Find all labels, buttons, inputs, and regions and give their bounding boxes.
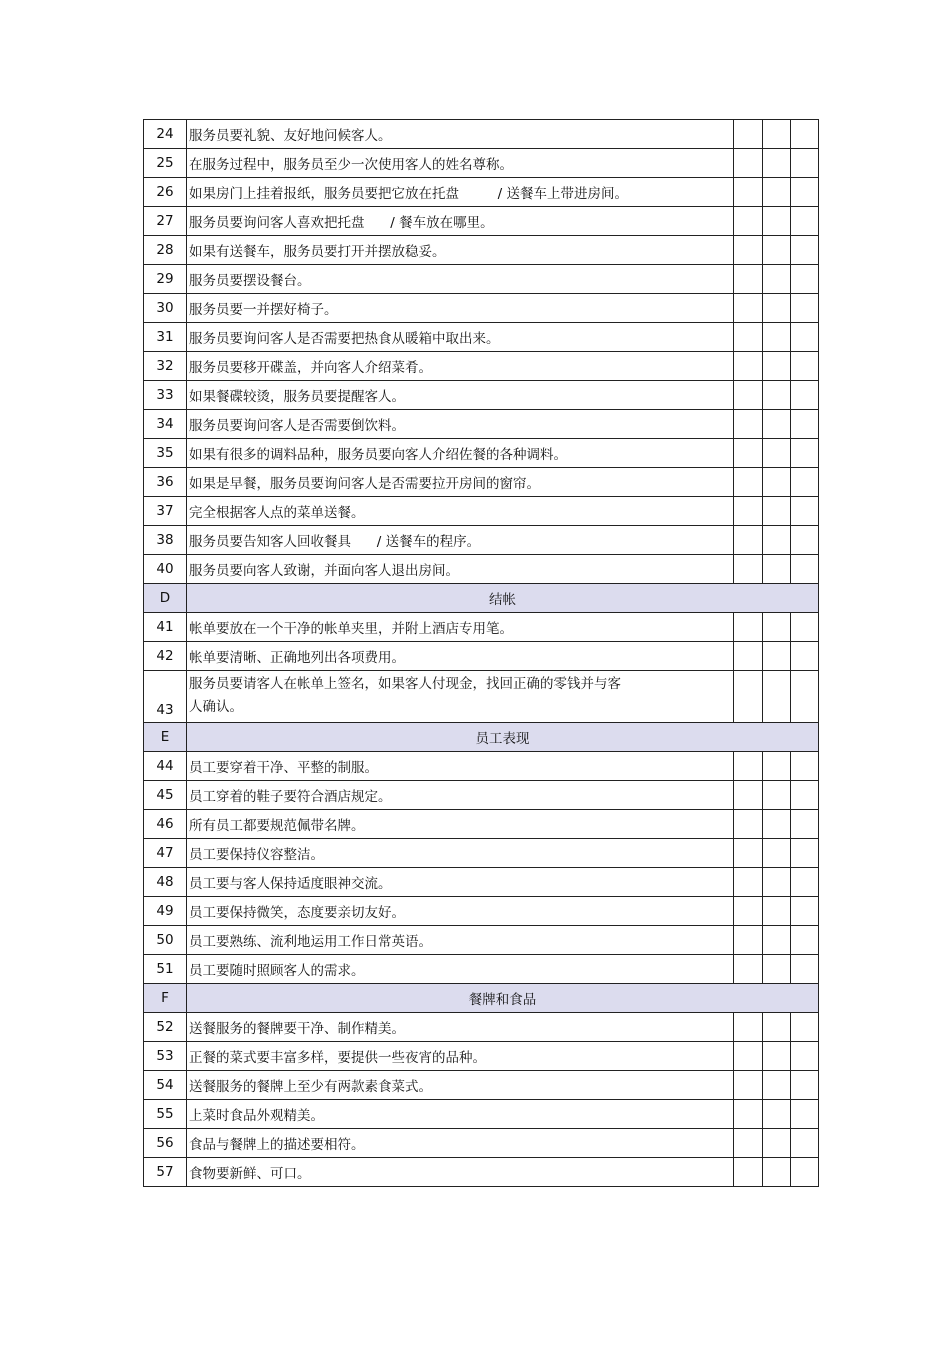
check-cell-3[interactable] xyxy=(791,1129,819,1158)
check-cell-2[interactable] xyxy=(763,265,791,294)
check-cell-2[interactable] xyxy=(763,1042,791,1071)
item-number: 36 xyxy=(144,468,187,497)
item-number: 56 xyxy=(144,1129,187,1158)
table-row xyxy=(144,810,819,839)
item-text: 员工要熟练、流利地运用工作日常英语。 xyxy=(187,926,734,955)
check-cell-1[interactable] xyxy=(734,178,763,207)
item-number: 37 xyxy=(144,497,187,526)
table-row xyxy=(144,1158,819,1187)
item-number: 25 xyxy=(144,149,187,178)
check-cell-1[interactable] xyxy=(734,1100,763,1129)
item-number: 34 xyxy=(144,410,187,439)
item-text: 服务员要询问客人是否需要倒饮料。 xyxy=(187,410,734,439)
item-number: 29 xyxy=(144,265,187,294)
check-cell-1[interactable] xyxy=(734,410,763,439)
section-letter: D xyxy=(144,584,187,613)
item-text: 服务员要摆设餐台。 xyxy=(187,265,734,294)
check-cell-3[interactable] xyxy=(791,236,819,265)
check-cell-3[interactable] xyxy=(791,352,819,381)
table-row xyxy=(144,1100,819,1129)
check-cell-2[interactable] xyxy=(763,752,791,781)
check-cell-1[interactable] xyxy=(734,439,763,468)
check-cell-2[interactable] xyxy=(763,810,791,839)
table-row xyxy=(144,207,819,236)
check-cell-2[interactable] xyxy=(763,410,791,439)
item-text: 正餐的菜式要丰富多样，要提供一些夜宵的品种。 xyxy=(187,1042,734,1071)
item-number: 53 xyxy=(144,1042,187,1071)
check-cell-3[interactable] xyxy=(791,613,819,642)
check-cell-1[interactable] xyxy=(734,236,763,265)
item-text: 完全根据客人点的菜单送餐。 xyxy=(187,497,734,526)
item-number: 45 xyxy=(144,781,187,810)
item-text: 如果餐碟较烫，服务员要提醒客人。 xyxy=(187,381,734,410)
check-cell-2[interactable] xyxy=(763,1013,791,1042)
section-letter: F xyxy=(144,984,187,1013)
table-row xyxy=(144,468,819,497)
item-number: 43 xyxy=(144,671,187,723)
check-cell-3[interactable] xyxy=(791,381,819,410)
section-title: 结帐 xyxy=(187,584,819,613)
check-cell-1[interactable] xyxy=(734,1129,763,1158)
item-text: 服务员要询问客人喜欢把托盘 / 餐车放在哪里。 xyxy=(187,207,734,236)
check-cell-3[interactable] xyxy=(791,526,819,555)
check-cell-1[interactable] xyxy=(734,781,763,810)
check-cell-3[interactable] xyxy=(791,642,819,671)
check-cell-3[interactable] xyxy=(791,265,819,294)
item-number: 26 xyxy=(144,178,187,207)
table-row xyxy=(144,926,819,955)
check-cell-3[interactable] xyxy=(791,468,819,497)
check-cell-2[interactable] xyxy=(763,236,791,265)
check-cell-1[interactable] xyxy=(734,1158,763,1187)
check-cell-1[interactable] xyxy=(734,323,763,352)
check-cell-1[interactable] xyxy=(734,1071,763,1100)
check-cell-2[interactable] xyxy=(763,526,791,555)
check-cell-2[interactable] xyxy=(763,955,791,984)
check-cell-2[interactable] xyxy=(763,352,791,381)
check-cell-3[interactable] xyxy=(791,810,819,839)
check-cell-1[interactable] xyxy=(734,1013,763,1042)
item-text: 帐单要清晰、正确地列出各项费用。 xyxy=(187,642,734,671)
check-cell-1[interactable] xyxy=(734,810,763,839)
check-cell-2[interactable] xyxy=(763,781,791,810)
check-cell-1[interactable] xyxy=(734,642,763,671)
table-row xyxy=(144,323,819,352)
item-number: 47 xyxy=(144,839,187,868)
item-number: 50 xyxy=(144,926,187,955)
table-row xyxy=(144,294,819,323)
check-cell-3[interactable] xyxy=(791,1042,819,1071)
check-cell-3[interactable] xyxy=(791,178,819,207)
table-row xyxy=(144,178,819,207)
table-row xyxy=(144,410,819,439)
table-row xyxy=(144,265,819,294)
table-row xyxy=(144,671,819,723)
checklist-rows xyxy=(144,120,819,1187)
item-number: 32 xyxy=(144,352,187,381)
item-number: 27 xyxy=(144,207,187,236)
table-row xyxy=(144,1071,819,1100)
check-cell-2[interactable] xyxy=(763,555,791,584)
check-cell-3[interactable] xyxy=(791,410,819,439)
check-cell-1[interactable] xyxy=(734,926,763,955)
item-text: 如果房门上挂着报纸，服务员要把它放在托盘 / 送餐车上带进房间。 xyxy=(187,178,734,207)
check-cell-1[interactable] xyxy=(734,555,763,584)
table-row xyxy=(144,497,819,526)
item-text: 上菜时食品外观精美。 xyxy=(187,1100,734,1129)
table-row xyxy=(144,120,819,149)
item-text: 如果是早餐，服务员要询问客人是否需要拉开房间的窗帘。 xyxy=(187,468,734,497)
item-number: 31 xyxy=(144,323,187,352)
table-row xyxy=(144,642,819,671)
item-text: 服务员要告知客人回收餐具 / 送餐车的程序。 xyxy=(187,526,734,555)
check-cell-1[interactable] xyxy=(734,207,763,236)
check-cell-2[interactable] xyxy=(763,1158,791,1187)
check-cell-1[interactable] xyxy=(734,294,763,323)
item-text: 员工要保持微笑，态度要亲切友好。 xyxy=(187,897,734,926)
check-cell-3[interactable] xyxy=(791,926,819,955)
item-number: 48 xyxy=(144,868,187,897)
item-number: 41 xyxy=(144,613,187,642)
item-text: 食物要新鲜、可口。 xyxy=(187,1158,734,1187)
item-number: 33 xyxy=(144,381,187,410)
check-cell-2[interactable] xyxy=(763,1129,791,1158)
section-header-row xyxy=(144,584,819,613)
item-text: 食品与餐牌上的描述要相符。 xyxy=(187,1129,734,1158)
check-cell-2[interactable] xyxy=(763,381,791,410)
check-cell-1[interactable] xyxy=(734,526,763,555)
check-cell-3[interactable] xyxy=(791,868,819,897)
item-number: 40 xyxy=(144,555,187,584)
table-row xyxy=(144,381,819,410)
item-text: 员工要与客人保持适度眼神交流。 xyxy=(187,868,734,897)
check-cell-2[interactable] xyxy=(763,671,791,723)
check-cell-3[interactable] xyxy=(791,323,819,352)
table-row xyxy=(144,839,819,868)
check-cell-3[interactable] xyxy=(791,207,819,236)
check-cell-3[interactable] xyxy=(791,955,819,984)
item-text: 如果有很多的调料品种，服务员要向客人介绍佐餐的各种调料。 xyxy=(187,439,734,468)
item-text: 服务员要移开碟盖，并向客人介绍菜肴。 xyxy=(187,352,734,381)
check-cell-2[interactable] xyxy=(763,868,791,897)
item-number: 55 xyxy=(144,1100,187,1129)
table-row xyxy=(144,236,819,265)
table-row xyxy=(144,1042,819,1071)
check-cell-3[interactable] xyxy=(791,497,819,526)
item-number: 24 xyxy=(144,120,187,149)
check-cell-1[interactable] xyxy=(734,897,763,926)
table-row xyxy=(144,352,819,381)
item-number: 46 xyxy=(144,810,187,839)
checklist-table xyxy=(143,119,819,1187)
check-cell-3[interactable] xyxy=(791,1071,819,1100)
item-text: 员工要随时照顾客人的需求。 xyxy=(187,955,734,984)
table-row xyxy=(144,613,819,642)
item-text: 服务员要一并摆好椅子。 xyxy=(187,294,734,323)
check-cell-2[interactable] xyxy=(763,497,791,526)
section-header-row xyxy=(144,723,819,752)
table-row xyxy=(144,1013,819,1042)
table-row xyxy=(144,955,819,984)
item-number: 49 xyxy=(144,897,187,926)
item-text: 如果有送餐车，服务员要打开并摆放稳妥。 xyxy=(187,236,734,265)
check-cell-3[interactable] xyxy=(791,120,819,149)
check-cell-2[interactable] xyxy=(763,926,791,955)
table-row xyxy=(144,781,819,810)
check-cell-1[interactable] xyxy=(734,265,763,294)
check-cell-3[interactable] xyxy=(791,294,819,323)
item-text: 服务员要请客人在帐单上签名，如果客人付现金，找回正确的零钱并与客 人确认。 xyxy=(187,671,734,723)
check-cell-2[interactable] xyxy=(763,1100,791,1129)
check-cell-3[interactable] xyxy=(791,897,819,926)
check-cell-3[interactable] xyxy=(791,839,819,868)
item-number: 38 xyxy=(144,526,187,555)
check-cell-3[interactable] xyxy=(791,149,819,178)
check-cell-1[interactable] xyxy=(734,955,763,984)
item-number: 35 xyxy=(144,439,187,468)
check-cell-3[interactable] xyxy=(791,1158,819,1187)
table-row xyxy=(144,526,819,555)
check-cell-2[interactable] xyxy=(763,439,791,468)
item-text: 服务员要询问客人是否需要把热食从暖箱中取出来。 xyxy=(187,323,734,352)
item-number: 42 xyxy=(144,642,187,671)
check-cell-2[interactable] xyxy=(763,149,791,178)
item-text: 帐单要放在一个干净的帐单夹里，并附上酒店专用笔。 xyxy=(187,613,734,642)
check-cell-2[interactable] xyxy=(763,207,791,236)
item-number: 28 xyxy=(144,236,187,265)
check-cell-1[interactable] xyxy=(734,868,763,897)
table-row xyxy=(144,555,819,584)
check-cell-1[interactable] xyxy=(734,1042,763,1071)
check-cell-2[interactable] xyxy=(763,613,791,642)
item-number: 30 xyxy=(144,294,187,323)
check-cell-1[interactable] xyxy=(734,468,763,497)
check-cell-2[interactable] xyxy=(763,178,791,207)
check-cell-2[interactable] xyxy=(763,323,791,352)
table-row xyxy=(144,1129,819,1158)
check-cell-2[interactable] xyxy=(763,642,791,671)
check-cell-1[interactable] xyxy=(734,120,763,149)
check-cell-3[interactable] xyxy=(791,781,819,810)
check-cell-1[interactable] xyxy=(734,352,763,381)
check-cell-3[interactable] xyxy=(791,1100,819,1129)
item-number: 52 xyxy=(144,1013,187,1042)
item-text: 员工要保持仪容整洁。 xyxy=(187,839,734,868)
table-row xyxy=(144,149,819,178)
check-cell-1[interactable] xyxy=(734,497,763,526)
item-number: 44 xyxy=(144,752,187,781)
check-cell-3[interactable] xyxy=(791,671,819,723)
check-cell-1[interactable] xyxy=(734,839,763,868)
check-cell-2[interactable] xyxy=(763,120,791,149)
check-cell-2[interactable] xyxy=(763,897,791,926)
table-row xyxy=(144,439,819,468)
table-row xyxy=(144,752,819,781)
item-text: 服务员要向客人致谢，并面向客人退出房间。 xyxy=(187,555,734,584)
section-header-row xyxy=(144,984,819,1013)
check-cell-2[interactable] xyxy=(763,294,791,323)
item-text: 所有员工都要规范佩带名牌。 xyxy=(187,810,734,839)
check-cell-3[interactable] xyxy=(791,439,819,468)
item-number: 54 xyxy=(144,1071,187,1100)
item-text: 员工穿着的鞋子要符合酒店规定。 xyxy=(187,781,734,810)
check-cell-2[interactable] xyxy=(763,1071,791,1100)
table-row xyxy=(144,868,819,897)
item-text: 员工要穿着干净、平整的制服。 xyxy=(187,752,734,781)
item-text: 送餐服务的餐牌要干净、制作精美。 xyxy=(187,1013,734,1042)
check-cell-2[interactable] xyxy=(763,839,791,868)
check-cell-1[interactable] xyxy=(734,671,763,723)
item-text: 服务员要礼貌、友好地问候客人。 xyxy=(187,120,734,149)
check-cell-2[interactable] xyxy=(763,468,791,497)
check-cell-1[interactable] xyxy=(734,381,763,410)
item-text: 在服务过程中，服务员至少一次使用客人的姓名尊称。 xyxy=(187,149,734,178)
item-text: 送餐服务的餐牌上至少有两款素食菜式。 xyxy=(187,1071,734,1100)
check-cell-1[interactable] xyxy=(734,149,763,178)
item-number: 57 xyxy=(144,1158,187,1187)
section-title: 餐牌和食品 xyxy=(187,984,819,1013)
section-letter: E xyxy=(144,723,187,752)
check-cell-3[interactable] xyxy=(791,555,819,584)
section-title: 员工表现 xyxy=(187,723,819,752)
check-cell-3[interactable] xyxy=(791,752,819,781)
item-number: 51 xyxy=(144,955,187,984)
check-cell-1[interactable] xyxy=(734,752,763,781)
check-cell-1[interactable] xyxy=(734,613,763,642)
checklist-sheet xyxy=(143,119,818,1187)
check-cell-3[interactable] xyxy=(791,1013,819,1042)
table-row xyxy=(144,897,819,926)
